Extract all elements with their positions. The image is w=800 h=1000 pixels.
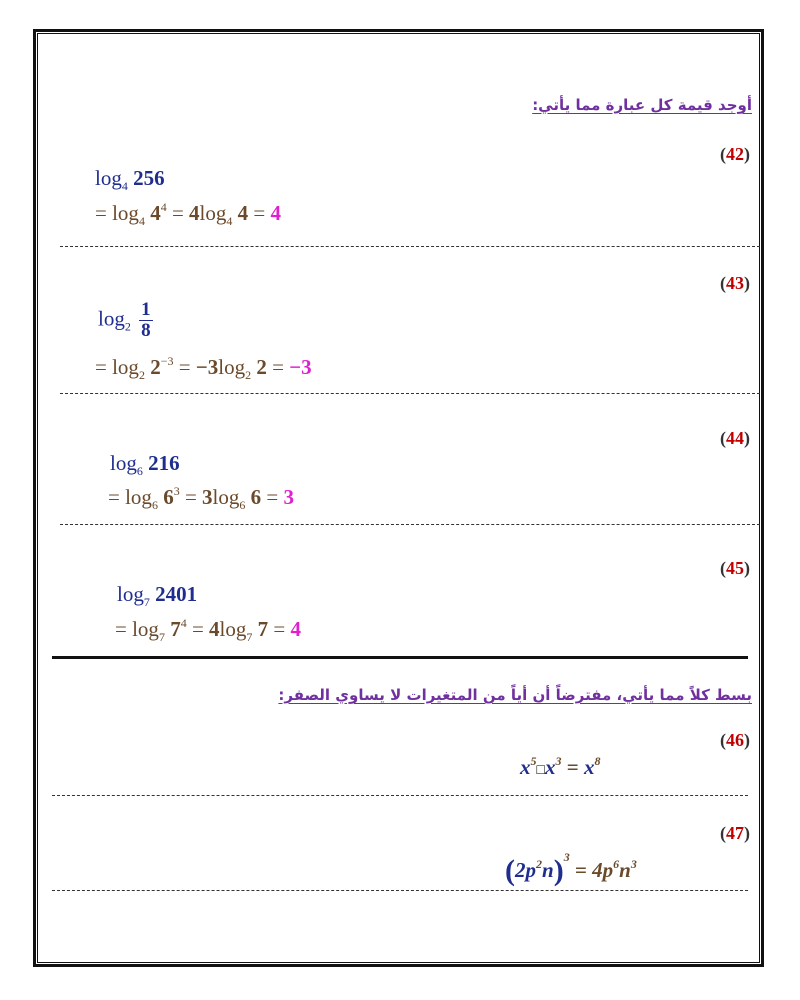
- exponent: 2: [536, 857, 542, 871]
- problem-44-number: (44): [720, 428, 750, 448]
- problem-47-number: (47): [720, 823, 750, 843]
- problem-45-expression: [117, 582, 197, 610]
- problem-number: 47: [726, 823, 744, 843]
- section-divider: [52, 656, 748, 659]
- dashed-separator: [52, 890, 748, 891]
- variable: n: [542, 858, 554, 882]
- section2-heading: بسط كلاً مما يأتي، مفترضاً أن أياً من المتغيرات لا يساوي الصفر:: [278, 686, 752, 704]
- coefficient: 4: [189, 201, 200, 225]
- problem-44-expression: [110, 451, 180, 479]
- coefficient: −3: [195, 355, 219, 379]
- log-word: log: [212, 485, 240, 509]
- log-argument: 216: [148, 451, 180, 475]
- power-base: 4: [150, 201, 161, 225]
- log-word: log: [112, 355, 139, 379]
- problem-number: 45: [726, 558, 744, 578]
- log-argument: 7: [257, 617, 269, 641]
- dashed-separator: [60, 524, 760, 525]
- log-word: log: [218, 355, 246, 379]
- exponent: 3: [555, 754, 562, 768]
- problem-number: 46: [726, 730, 744, 750]
- fraction: [139, 300, 153, 341]
- fraction-denominator: 8: [141, 320, 151, 341]
- coefficient-variable: 2p: [515, 858, 536, 882]
- dashed-separator: [52, 795, 748, 796]
- power-base: 7: [170, 617, 181, 641]
- problem-number: 44: [726, 428, 744, 448]
- log-argument: 2401: [155, 582, 198, 606]
- log-word: log: [110, 451, 137, 475]
- log-argument: 6: [250, 485, 262, 509]
- log-base: 7: [143, 595, 150, 609]
- log-word: log: [125, 485, 152, 509]
- answer: −3: [289, 355, 312, 379]
- problem-46-number: (46): [720, 730, 750, 750]
- problem-45-number: (45): [720, 558, 750, 578]
- log-base: 6: [239, 498, 246, 512]
- problem-47-equation: $(2p^2n)^3 = 4p^6n^3$: [505, 850, 637, 887]
- exponent: 8: [594, 754, 601, 768]
- log-argument: 2: [256, 355, 267, 379]
- dashed-separator: [60, 246, 760, 247]
- log-base: 6: [151, 498, 158, 512]
- log-base: 4: [226, 214, 233, 228]
- problem-45-solution: = $\log_7 7^4 = 4\log_7$ 7 = 4: [115, 616, 301, 644]
- variable: x: [520, 755, 531, 779]
- power-exponent: −3: [160, 354, 174, 368]
- exponent: 6: [613, 857, 620, 871]
- problem-44-solution: = $\log_6 6^3 = 3\log_6$ 6 = 3: [108, 484, 294, 512]
- power-exponent: 4: [160, 200, 167, 214]
- variable: x: [544, 755, 556, 779]
- coefficient: 4: [209, 617, 220, 641]
- log-base: 7: [158, 630, 165, 644]
- log-argument: 4: [237, 201, 249, 225]
- log-word: log: [132, 617, 159, 641]
- log-word: log: [112, 201, 139, 225]
- log-base: 7: [246, 630, 253, 644]
- log-base: 2: [138, 368, 145, 382]
- problem-46-equation: $x^5□x^3 = x^8$: [520, 754, 601, 779]
- variable: x: [583, 755, 595, 779]
- log-argument: 256: [133, 166, 165, 190]
- coefficient-variable: 4p: [592, 858, 614, 882]
- answer: 3: [283, 485, 294, 509]
- exponent: 3: [563, 850, 570, 864]
- coefficient: 3: [202, 485, 213, 509]
- log-word: log: [98, 306, 125, 331]
- log-base: 4: [121, 179, 128, 193]
- log-base: 4: [138, 214, 145, 228]
- section1-heading: أوجد قيمة كل عبارة مما يأتي:: [532, 96, 752, 114]
- power-exponent: 4: [180, 616, 187, 630]
- log-base: 6: [136, 464, 143, 478]
- power-base: 2: [150, 355, 161, 379]
- problem-42-expression: [95, 166, 165, 194]
- log-word: log: [199, 201, 227, 225]
- variable: n: [619, 858, 631, 882]
- fraction-numerator: 1: [141, 299, 151, 320]
- problem-43-number: (43): [720, 273, 750, 293]
- problem-43-solution: = $\log_2 2^{-3} = -3\log_2$ 2 = −3: [95, 354, 312, 382]
- power-base: 6: [163, 485, 174, 509]
- exponent: 5: [530, 754, 537, 768]
- log-word: log: [95, 166, 122, 190]
- log-word: log: [219, 617, 247, 641]
- problem-number: 43: [726, 273, 744, 293]
- problem-42-solution: = $\log_4 4^4 = 4\log_4$ 4 = 4: [95, 200, 281, 228]
- answer: 4: [290, 617, 301, 641]
- log-base: 2: [245, 368, 252, 382]
- problem-43-expression: [98, 300, 153, 341]
- log-base: 2: [124, 319, 131, 334]
- problem-42-number: (42): [720, 144, 750, 164]
- missing-glyph: □: [536, 763, 545, 778]
- exponent: 3: [630, 857, 637, 871]
- dashed-separator: [60, 393, 760, 394]
- power-exponent: 3: [173, 484, 180, 498]
- problem-number: 42: [726, 144, 744, 164]
- log-word: log: [117, 582, 144, 606]
- answer: 4: [270, 201, 281, 225]
